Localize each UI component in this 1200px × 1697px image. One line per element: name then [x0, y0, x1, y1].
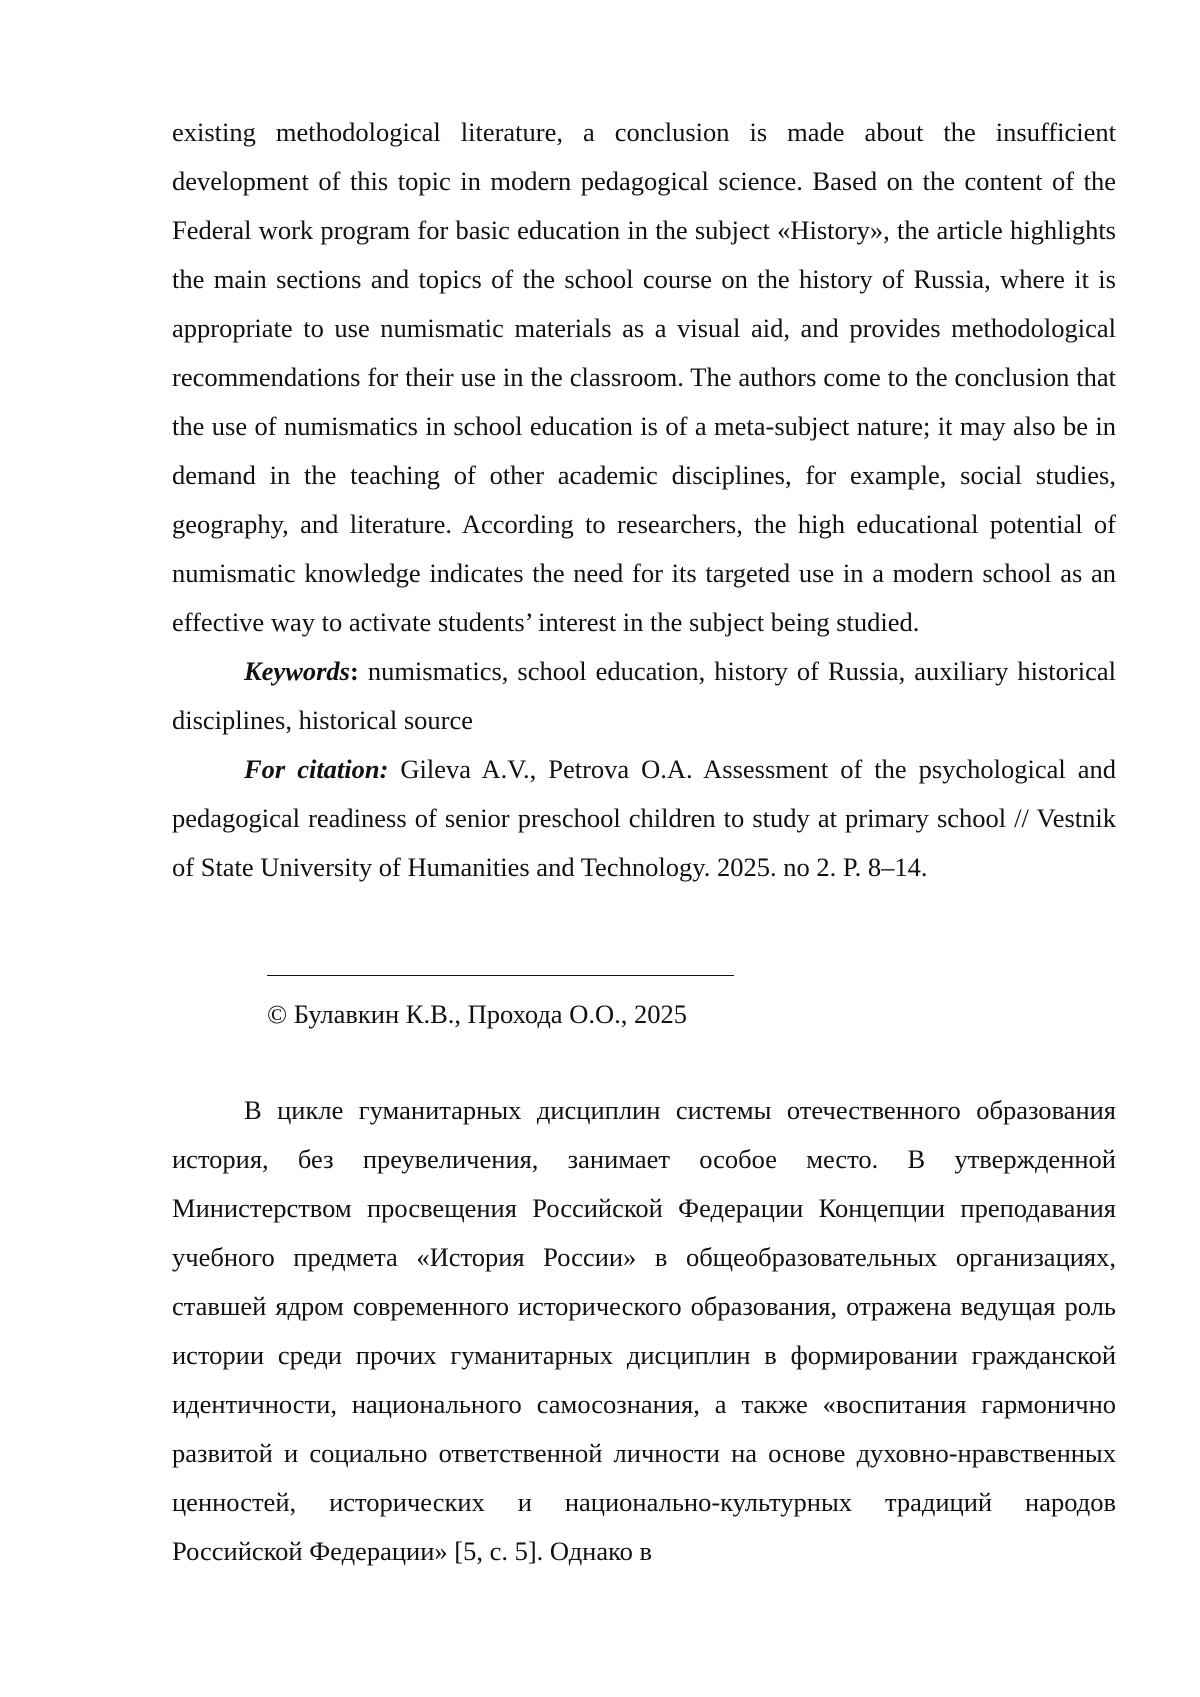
body-paragraph: В цикле гуманитарных дисциплин системы отечественного образования история, без преувеличения, занимает особое место. В утвержденной Министерством просвещения Российской Федерации Концепции преподавания учебного предмета «История России» в общеобразовательных организациях, ставшей ядром современного исторического образования, отражена ведущая роль истории среди прочих гуманитарных дисциплин в формировании гражданской идентичности, национального самосознания, а также «воспитания гармонично развитой и социально ответственной личности на основе духовно-нравственных ценностей, исторических и национально-культурных традиций народов Российской Федерации» [5, с. 5]. Однако в [172, 1095, 1116, 1566]
article-body [172, 1086, 1116, 1576]
citation-paragraph [172, 745, 1116, 892]
citation-label: For citation: [244, 754, 389, 784]
copyright-notice: © Булавкин К.В., Проходa О.О., 2025 [267, 999, 687, 1029]
citation-text: Gileva A.V., Petrova O.A. Assessment of the psychological and pedagogical readiness of senior preschool children to study at primary school // Vestnik of State University of Humanities and Technology. 2025. no 2. P. 8–14. [172, 754, 1116, 882]
abstract-paragraph: existing methodological literature, a conclusion is made about the insufficient development of this topic in modern pedagogical science. Based on the content of the Federal work program for basic education in the subject «History», the article highlights the main sections and topics of the school course on the history of Russia, where it is appropriate to use numismatic materials as a visual aid, and provides methodological recommendations for their use in the classroom. The authors come to the conclusion that the use of numismatics in school education is of a meta-subject nature; it may also be in demand in the teaching of other academic disciplines, for example, social studies, geography, and literature. According to researchers, the high educational potential of numismatic knowledge indicates the need for its targeted use in a modern school as an effective way to activate students’ interest in the subject being studied. [172, 117, 1116, 637]
keywords-text: numismatics, school education, history of Russia, auxiliary historical disciplines, historical source [172, 656, 1116, 735]
footnote-divider [267, 975, 734, 976]
keywords-label: Keywords [244, 656, 350, 686]
keywords-colon: : [350, 656, 359, 686]
keywords-paragraph [172, 647, 1116, 745]
abstract-section [172, 108, 1116, 892]
